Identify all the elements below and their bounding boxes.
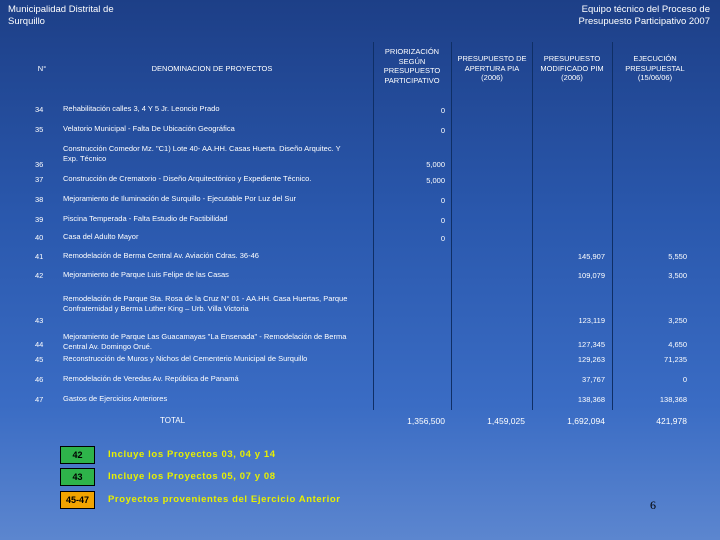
row-number: 38 <box>35 195 44 204</box>
row-number: 43 <box>35 316 44 325</box>
projects-table <box>27 42 697 412</box>
priorizacion-value: 5,000 <box>426 160 445 169</box>
project-name: Remodelación de Parque Sta. Rosa de la Cruz N° 01 - AA.HH. Casa Huertas, Parque Confraternidad y Berma Luther King – Urb. Villa Victoria <box>63 294 348 313</box>
priorizacion-value: 0 <box>440 196 445 205</box>
row-number: 45 <box>35 355 44 364</box>
project-name: Velatorio Municipal - Falta De Ubicación Geográfica <box>63 124 235 133</box>
priorizacion-value: 0 <box>440 216 445 225</box>
table-row <box>27 102 697 120</box>
table-row <box>27 172 697 190</box>
row-number: 35 <box>35 125 44 134</box>
page-number: 6 <box>650 498 656 512</box>
pim-value: 138,368 <box>577 395 605 404</box>
priorizacion-value: 5,000 <box>426 176 445 185</box>
pim-value: 123,119 <box>578 316 605 325</box>
project-name: Remodelación de Veredas Av. República de Panamá <box>63 374 239 383</box>
legend-item <box>60 468 460 486</box>
total-pim: 1,692,094 <box>567 416 605 426</box>
legend-item <box>60 491 460 509</box>
legend-text: Proyectos provenientes del Ejercicio Anterior <box>108 494 341 505</box>
project-name: Construcción Comedor Mz. "C1) Lote 40- AA.HH. Casas Huerta. Diseño Arquitec. Y Exp. Técnico <box>63 144 341 163</box>
table-row <box>27 352 697 370</box>
table-row <box>27 268 697 286</box>
ejecucion-value: 4,650 <box>668 340 687 349</box>
row-number: 39 <box>35 215 44 224</box>
col-header-ejecucion: EJECUCIÓN PRESUPUESTAL (15/06/06) <box>625 54 685 82</box>
table-row <box>27 249 697 267</box>
legend-text: Incluye los Proyectos 03, 04 y 14 <box>108 449 276 460</box>
total-priorizacion: 1,356,500 <box>407 416 445 426</box>
header-team: Equipo técnico del Proceso de Presupuesto Participativo 2007 <box>578 4 710 27</box>
project-name: Reconstrucción de Muros y Nichos del Cementerio Municipal de Surquillo <box>63 354 308 363</box>
priorizacion-value: 0 <box>440 234 445 243</box>
total-ejecucion: 421,978 <box>656 416 687 426</box>
row-number: 44 <box>35 340 44 349</box>
legend-item <box>60 446 460 464</box>
pim-value: 109,079 <box>577 271 605 280</box>
col-header-n: N° <box>37 64 47 73</box>
legend-code: 43 <box>60 468 95 486</box>
table-row <box>27 212 697 230</box>
row-number: 46 <box>35 375 44 384</box>
ejecucion-value: 0 <box>682 375 687 384</box>
pim-value: 129,263 <box>577 355 605 364</box>
row-number: 37 <box>35 175 44 184</box>
ejecucion-value: 5,550 <box>668 252 687 261</box>
col-header-pim: PRESUPUESTO MODIFICADO PIM (2006) <box>540 54 604 82</box>
header-municipality: Municipalidad Distrital de Surquillo <box>8 4 114 27</box>
project-name: Piscina Temperada - Falta Estudio de Factibilidad <box>63 214 228 223</box>
row-number: 36 <box>35 160 44 169</box>
project-name: Remodelación de Berma Central Av. Aviación Cdras. 36-46 <box>63 251 259 260</box>
total-label: TOTAL <box>160 416 186 425</box>
row-number: 34 <box>35 105 44 114</box>
priorizacion-value: 0 <box>440 126 445 135</box>
project-name: Mejoramiento de Iluminación de Surquillo - Ejecutable Por Luz del Sur <box>63 194 297 203</box>
project-name: Construcción de Crematorio - Diseño Arquitectónico y Expediente Técnico. <box>63 174 312 183</box>
table-row <box>27 230 697 248</box>
ejecucion-value: 3,250 <box>668 316 687 325</box>
table-row <box>27 142 697 172</box>
col-header-denominacion: DENOMINACION DE PROYECTOS <box>151 64 273 73</box>
legend-code: 45-47 <box>60 491 95 509</box>
row-number: 47 <box>35 395 44 404</box>
table-row <box>27 122 697 140</box>
project-name: Mejoramiento de Parque Luis Felipe de las Casas <box>63 270 229 279</box>
ejecucion-value: 71,235 <box>664 355 687 364</box>
ejecucion-value: 138,368 <box>659 395 687 404</box>
row-number: 41 <box>35 252 44 261</box>
legend-code: 42 <box>60 446 95 464</box>
row-number: 40 <box>35 233 44 242</box>
table-row <box>27 192 697 210</box>
priorizacion-value: 0 <box>440 106 445 115</box>
project-name: Gastos de Ejercicios Anteriores <box>63 394 168 403</box>
table-row <box>27 392 697 410</box>
pim-value: 127,345 <box>577 340 605 349</box>
total-pia: 1,459,025 <box>487 416 525 426</box>
row-number: 42 <box>35 271 44 280</box>
pim-value: 145,907 <box>577 252 605 261</box>
table-row <box>27 330 697 352</box>
col-header-priorizacion: PRIORIZACIÓN SEGÚN PRESUPUESTO PARTICIPATIVO <box>383 47 441 85</box>
table-row <box>27 372 697 390</box>
ejecucion-value: 3,500 <box>668 271 687 280</box>
project-name: Mejoramiento de Parque Las Guacamayas "La Ensenada" - Remodelación de Berma Central Av. Domingo Orué. <box>63 332 347 351</box>
table-row <box>27 292 697 328</box>
legend-text: Incluye los Proyectos 05, 07 y 08 <box>108 471 276 482</box>
pim-value: 37,767 <box>582 375 605 384</box>
project-name: Rehabilitación calles 3, 4 Y 5 Jr. Leoncio Prado <box>63 104 220 113</box>
col-header-pia: PRESUPUESTO DE APERTURA PIA (2006) <box>457 54 527 82</box>
project-name: Casa del Adulto Mayor <box>63 232 139 241</box>
